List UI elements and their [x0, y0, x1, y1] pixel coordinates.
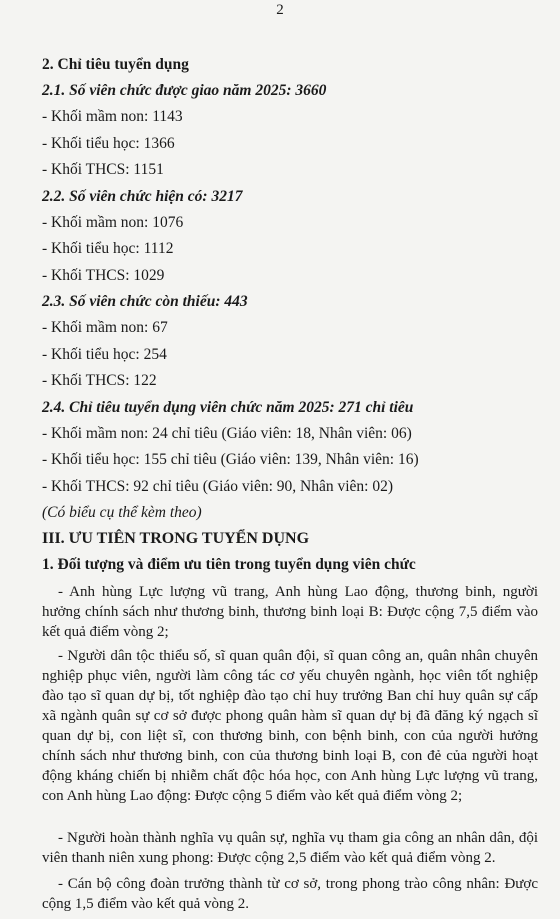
paragraph: - Người dân tộc thiểu số, sĩ quan quân đội, sĩ quan công an, quân nhân chuyên nghiệp phục viên, người làm công tác cơ yếu chuyên ngành, học viên tốt nghiệp đào tạo sĩ quan dự bị, tốt nghiệp đào tạo chỉ huy trưởng Ban chỉ huy quân sự cấp xã ngành quân sự cơ sở được phong quân hàm sĩ quan dự bị đã đăng ký ngạch sĩ quan dự bị, con liệt sĩ, con thương binh, con bệnh binh, con của người hưởng chính sách như thương binh, con của thương binh loại B, con đẻ của người hoạt động kháng chiến bị nhiễm chất độc hóa học, con Anh hùng Lực lượng vũ trang, con Anh hùng Lao động: Được cộng 5 điểm vào kết quả điểm vòng 2;: [42, 648, 538, 804]
paragraph: - Anh hùng Lực lượng vũ trang, Anh hùng Lao động, thương binh, người hưởng chính sách như thương binh, thương binh loại B: Được cộng 7,5 điểm vào kết quả điểm vòng 2;: [42, 584, 538, 640]
list-item: - Khối THCS: 122: [42, 372, 157, 389]
list-item: - Khối tiểu học: 1366: [42, 135, 175, 152]
subheading-2-4: 2.4. Chỉ tiêu tuyển dụng viên chức năm 2025: 271 chỉ tiêu: [42, 399, 414, 416]
subheading-2-3: 2.3. Số viên chức còn thiếu: 443: [42, 293, 248, 310]
list-item: - Khối mầm non: 24 chỉ tiêu (Giáo viên: 18, Nhân viên: 06): [42, 425, 412, 442]
list-item: - Khối tiểu học: 254: [42, 346, 167, 363]
list-item: - Khối mầm non: 1143: [42, 108, 183, 125]
list-item: - Khối THCS: 1029: [42, 267, 165, 284]
paragraph: - Cán bộ công đoàn trưởng thành từ cơ sở, trong phong trào công nhân: Được cộng 1,5 điểm vào kết quả vòng 2.: [42, 876, 538, 912]
page-number: 2: [276, 2, 284, 18]
list-item: - Khối mầm non: 67: [42, 319, 168, 336]
subheading-2-1: 2.1. Số viên chức được giao năm 2025: 3660: [42, 82, 327, 99]
note-text: (Có biểu cụ thể kèm theo): [42, 504, 202, 521]
subheading-2-2: 2.2. Số viên chức hiện có: 3217: [42, 188, 243, 205]
subheading-doi-tuong: 1. Đối tượng và điểm ưu tiên trong tuyển dụng viên chức: [42, 556, 416, 573]
paragraph: - Người hoàn thành nghĩa vụ quân sự, nghĩa vụ tham gia công an nhân dân, đội viên thanh niên xung phong: Được cộng 2,5 điểm vào kết quả điểm vòng 2.: [42, 830, 538, 866]
list-item: - Khối tiểu học: 155 chỉ tiêu (Giáo viên: 139, Nhân viên: 16): [42, 451, 419, 468]
section-heading-chi-tieu: 2. Chỉ tiêu tuyển dụng: [42, 56, 189, 73]
list-item: - Khối tiểu học: 1112: [42, 240, 174, 257]
section-heading-uu-tien: III. ƯU TIÊN TRONG TUYỂN DỤNG: [42, 530, 310, 547]
list-item: - Khối THCS: 1151: [42, 161, 164, 178]
list-item: - Khối THCS: 92 chỉ tiêu (Giáo viên: 90, Nhân viên: 02): [42, 478, 393, 495]
list-item: - Khối mầm non: 1076: [42, 214, 184, 231]
